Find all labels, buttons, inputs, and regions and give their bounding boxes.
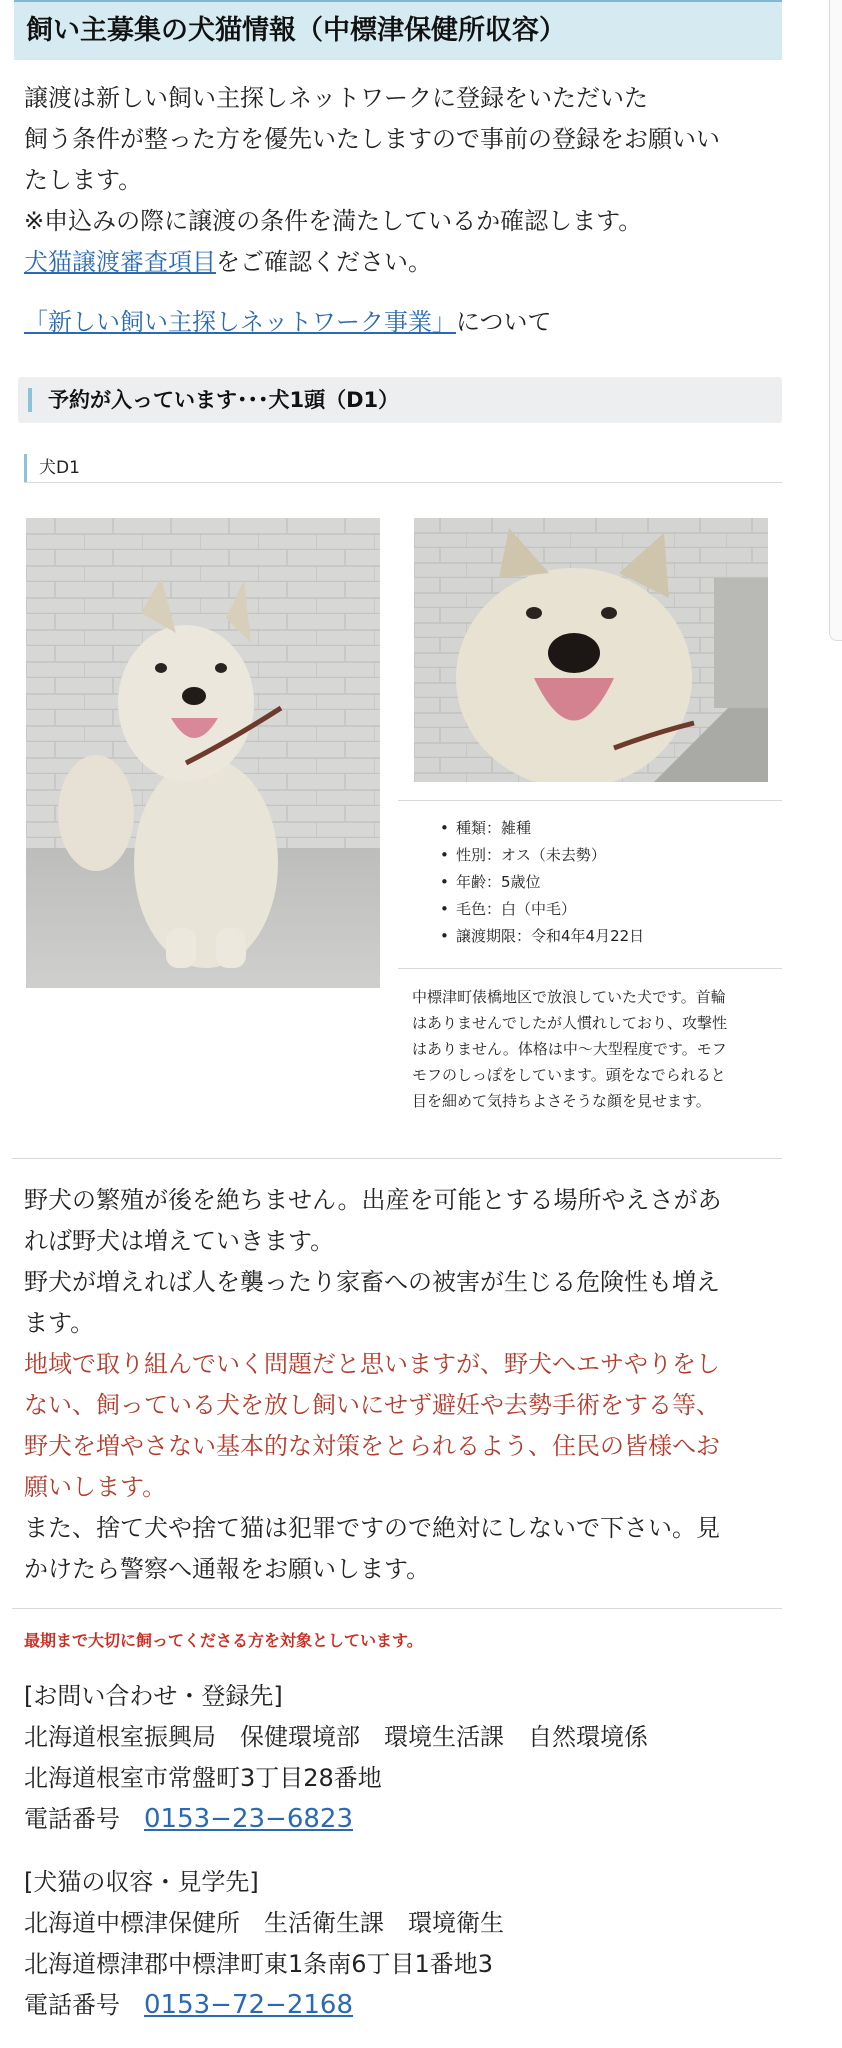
warning-line: 野犬を増やさない基本的な対策をとられるよう、住民の皆様へお — [24, 1432, 720, 1460]
warning-line: 地域で取り組んでいく問題だと思いますが、野犬へエサやりをし — [24, 1350, 720, 1378]
description-line: はありません。体格は中〜大型程度です。モフ — [412, 1040, 727, 1058]
animal-label: 犬D1 — [24, 454, 80, 482]
contact2-heading: [犬猫の収容・見学先] — [24, 1868, 259, 1896]
network-paragraph — [24, 302, 552, 343]
contact1-phone-link[interactable]: 0153−23−6823 — [144, 1804, 353, 1834]
network-suffix: について — [456, 308, 552, 336]
notice-text: 最期まで大切に飼ってくださる方を対象としています。 — [24, 1631, 423, 1650]
dog-closeup-illustration — [414, 518, 768, 782]
detail-breed: • 種類：雑種 — [440, 815, 644, 842]
section-accent-bar — [28, 388, 32, 412]
detail-deadline: • 譲渡期限：令和4年4月22日 — [440, 923, 644, 950]
detail-sex: • 性別：オス（未去勢） — [440, 842, 644, 869]
warning-line: 願いします。 — [24, 1473, 167, 1501]
message-line: 野犬の繁殖が後を絶ちません。出産を可能とする場所やえさがあ — [24, 1186, 722, 1214]
contact1-phone-label: 電話番号 — [24, 1805, 144, 1833]
message-line: 野犬が増えれば人を襲ったり家畜への被害が生じる危険性も増え — [24, 1268, 720, 1296]
message-top-divider — [12, 1158, 782, 1159]
contact1-heading: [お問い合わせ・登録先] — [24, 1682, 283, 1710]
contact2-phone-row — [24, 1985, 353, 2026]
review-items-suffix: をご確認ください。 — [216, 248, 432, 276]
page-title: 飼い主募集の犬猫情報（中標津保健所収容） — [14, 0, 782, 60]
message-line: ます。 — [24, 1309, 95, 1337]
message-line: れば野犬は増えていきます。 — [24, 1227, 335, 1255]
contact1-address: 北海道根室市常盤町3丁目28番地 — [24, 1764, 382, 1792]
intro-line-4: ※申込みの際に譲渡の条件を満たしているか確認します。 — [24, 207, 643, 235]
detail-age: • 年齢：5歳位 — [440, 869, 644, 896]
description-line: はありませんでしたが人慣れしており、攻撃性 — [412, 1014, 728, 1032]
message-line: また、捨て犬や捨て猫は犯罪ですので絶対にしないで下さい。見 — [24, 1514, 720, 1542]
contact2-org: 北海道中標津保健所 生活衛生課 環境衛生 — [24, 1909, 504, 1937]
intro-line-2: 飼う条件が整った方を優先いたしますので事前の登録をお願いい — [24, 125, 720, 153]
animal-details-list — [440, 815, 644, 950]
animal-label-divider — [24, 482, 782, 483]
contact2-address: 北海道標津郡中標津町東1条南6丁目1番地3 — [24, 1950, 494, 1978]
section-heading-text: 予約が入っています･･･犬1頭（D1） — [48, 388, 400, 412]
network-link[interactable]: 「新しい飼い主探しネットワーク事業」 — [24, 308, 456, 336]
details-top-divider — [398, 800, 782, 801]
contact1-org: 北海道根室振興局 保健環境部 環境生活課 自然環境係 — [24, 1723, 648, 1751]
section-heading — [18, 377, 782, 423]
intro-line-3: たします。 — [24, 166, 143, 194]
dog-photo-sitting — [26, 518, 380, 988]
details-bottom-divider — [398, 968, 782, 969]
intro-line-1: 譲渡は新しい飼い主探しネットワークに登録をいただいた — [24, 84, 648, 112]
review-items-paragraph — [24, 242, 432, 283]
notice-top-divider — [12, 1608, 782, 1609]
dog-photo-closeup — [414, 518, 768, 782]
description-line: 目を細めて気持ちよさそうな顔を見せます。 — [412, 1092, 711, 1110]
detail-coat: • 毛色：白（中毛） — [440, 896, 644, 923]
description-line: モフのしっぽをしています。頭をなでられると — [412, 1066, 726, 1084]
message-line: かけたら警察へ通報をお願いします。 — [24, 1555, 431, 1583]
description-line: 中標津町俵橋地区で放浪していた犬です。首輪 — [412, 988, 726, 1006]
contact1-phone-row — [24, 1799, 353, 1840]
contact2-phone-link[interactable]: 0153−72−2168 — [144, 1990, 353, 2020]
review-items-link[interactable]: 犬猫譲渡審査項目 — [24, 248, 216, 276]
warning-line: ない、飼っている犬を放し飼いにせず避妊や去勢手術をする等、 — [24, 1391, 720, 1419]
contact2-phone-label: 電話番号 — [24, 1991, 144, 2019]
animal-description — [412, 984, 772, 1114]
scrollbar[interactable] — [829, 0, 842, 641]
dog-sitting-illustration — [26, 518, 380, 988]
